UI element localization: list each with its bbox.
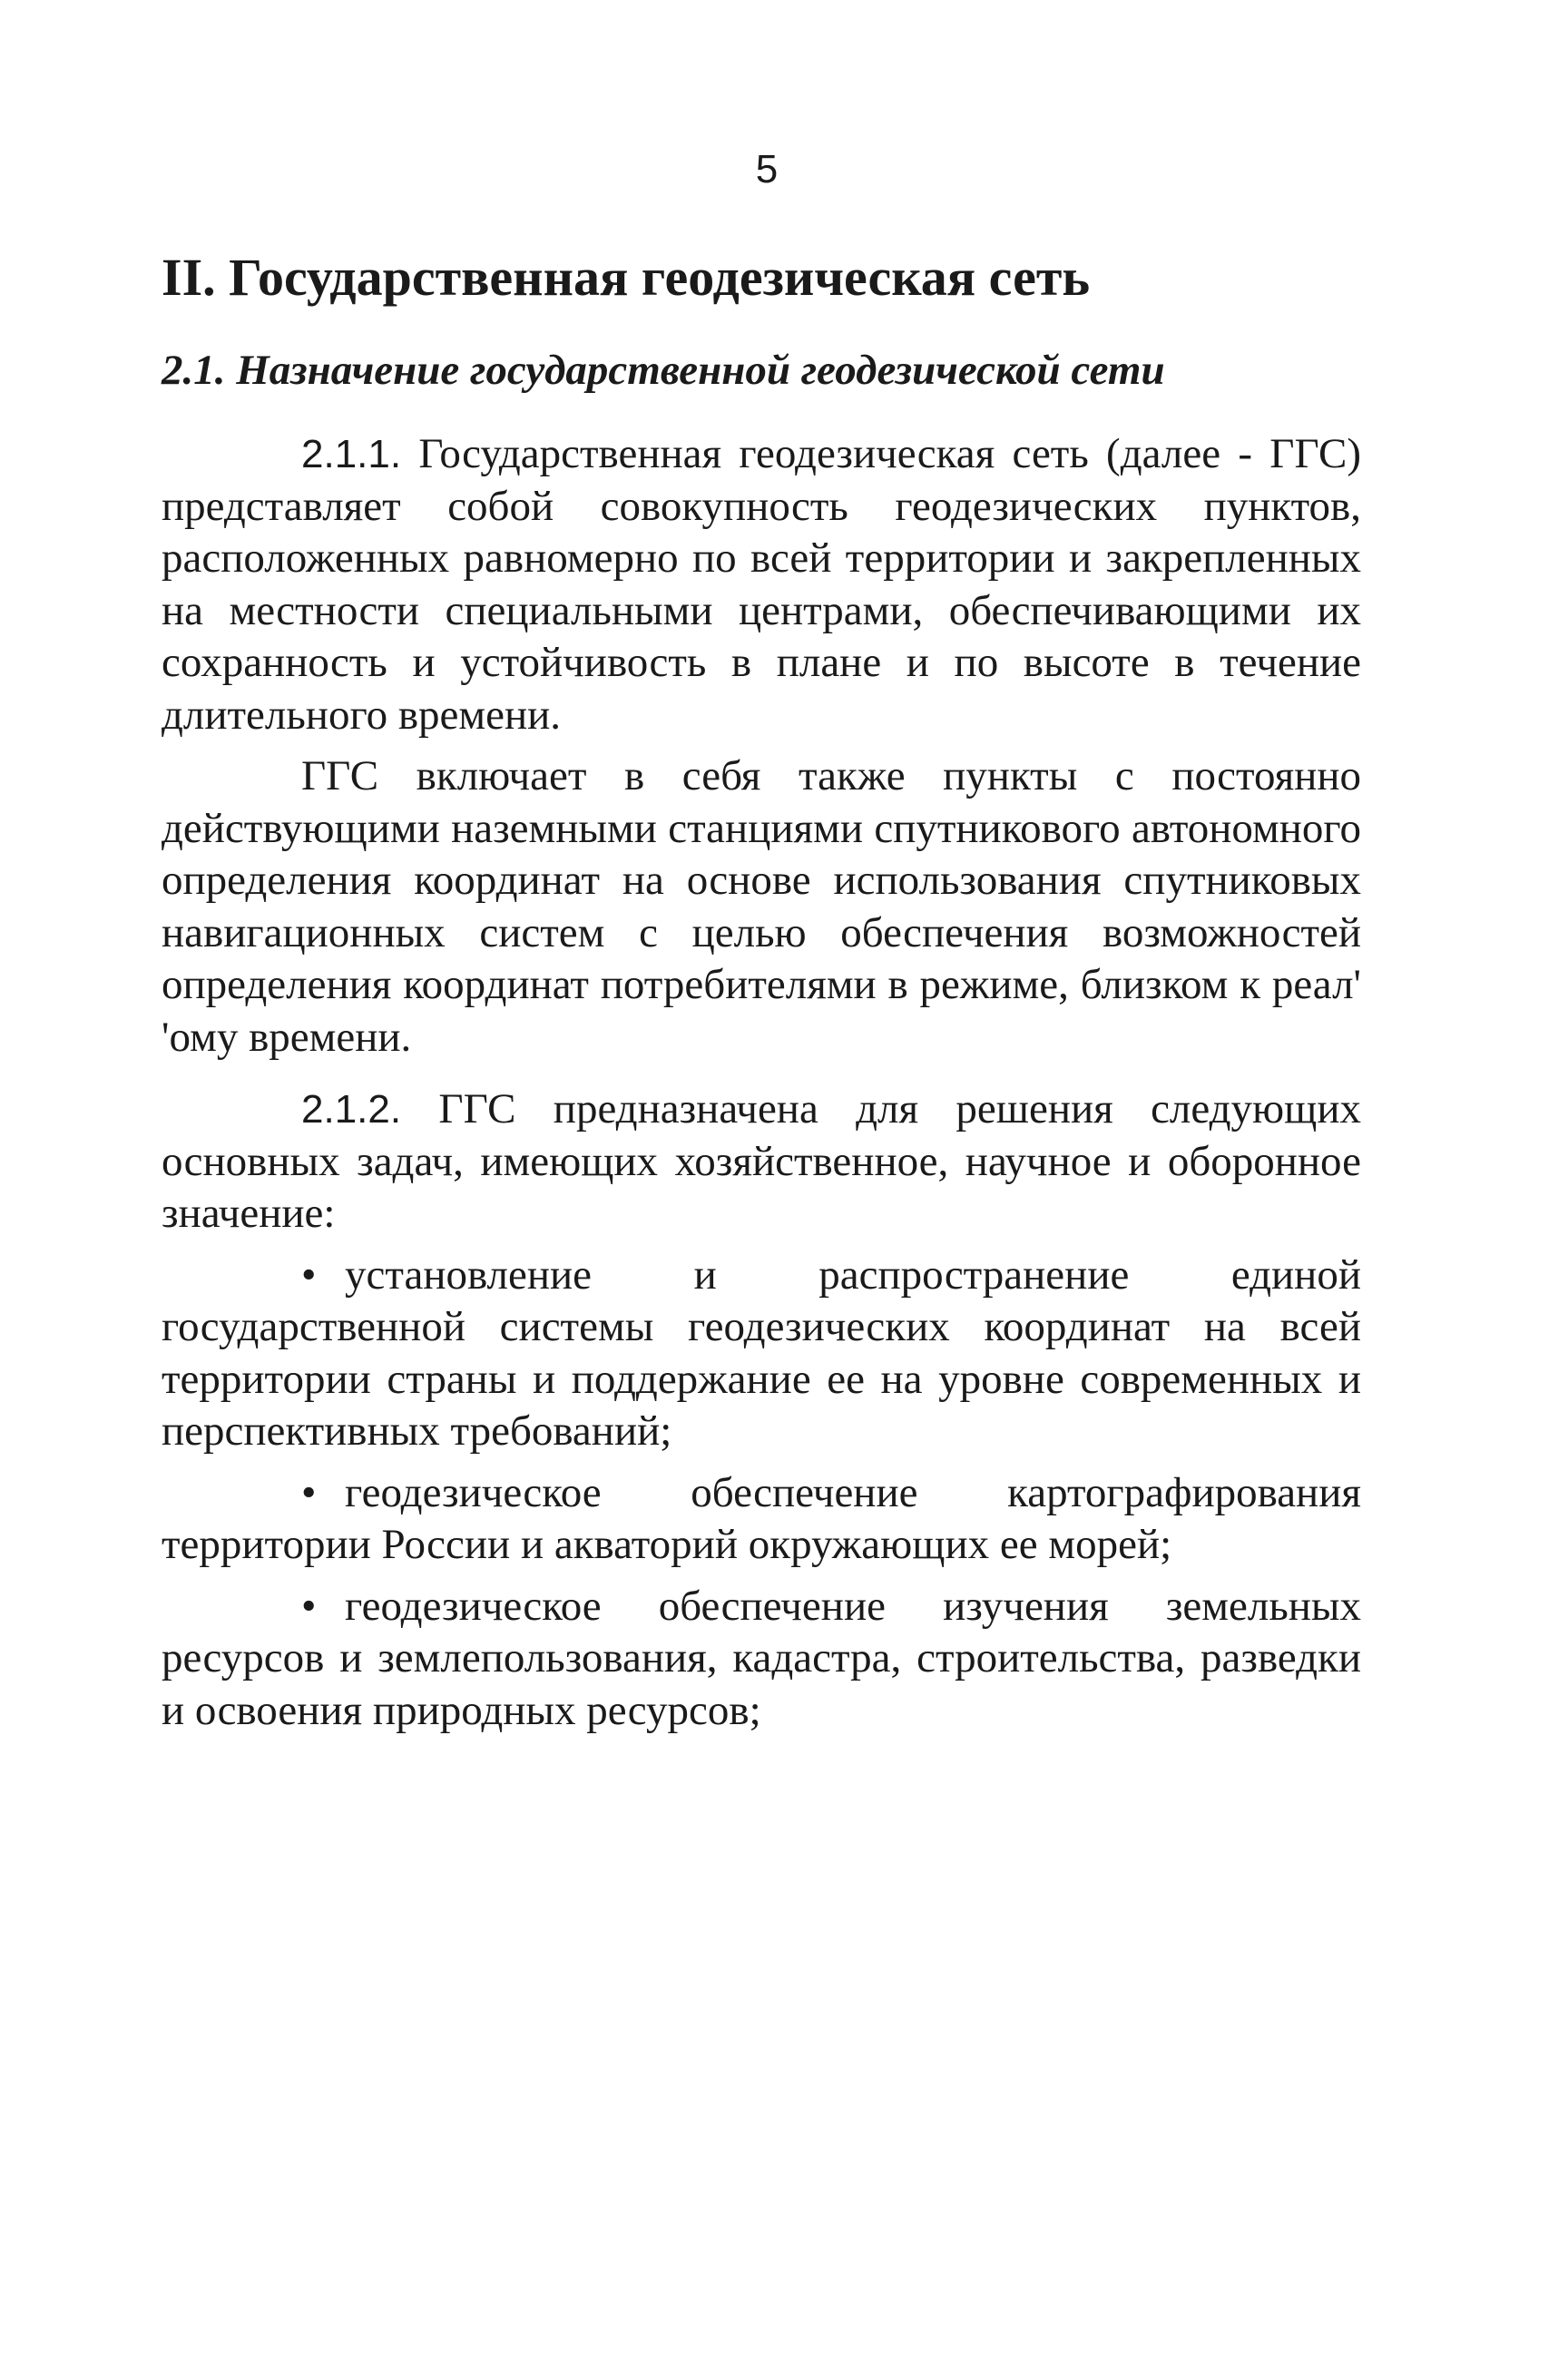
paragraph-number: 2.1.2.	[301, 1087, 402, 1132]
paragraph-2-1-2	[162, 1083, 1361, 1240]
bullet-item	[162, 1250, 1361, 1458]
bullet-text: геодезическое обеспечение изучения земельных ресурсов и землепользования, кадастра, строительства, разведки и освоения природных ресурсов;	[162, 1582, 1361, 1734]
chapter-title: II. Государственная геодезическая сеть	[162, 248, 1091, 307]
paragraph-ggs-includes	[162, 750, 1361, 1064]
bullet-marker: •	[301, 1582, 317, 1630]
page-content	[162, 245, 1361, 1737]
bullet-item	[162, 1581, 1361, 1738]
paragraph-number: 2.1.1.	[301, 432, 402, 476]
paragraph-text: ГГС включает в себя также пункты с постоянно действующими наземными станциями спутникового автономного определения координат на основе использования спутниковых навигационных систем с целью обеспечения возможностей определения координат потребителями в режиме, близком к реал' 'ому времени.	[162, 752, 1361, 1061]
paragraph-text: ГГС предназначена для решения следующих основных задач, имеющих хозяйственное, научное и оборонное значение:	[162, 1085, 1361, 1237]
section-title: 2.1. Назначение государственной геодезической сети	[162, 347, 1165, 394]
page-number: 5	[755, 147, 779, 191]
bullet-marker: •	[301, 1250, 317, 1299]
bullet-marker: •	[301, 1468, 317, 1516]
bullet-text: установление и распространение единой государственной системы геодезических координат на всей территории страны и поддержание ее на уровне современных и перспективных требований;	[162, 1250, 1361, 1455]
paragraph-text: Государственная геодезическая сеть (далее - ГГС) представляет собой совокупность геодезических пунктов, расположенных равномерно по всей территории и закрепленных на местности специальными центрами, обеспечивающими их сохранность и устойчивость в плане и по высоте в течение длительного времени.	[162, 430, 1361, 739]
paragraph-2-1-1	[162, 428, 1361, 741]
bullet-text: геодезическое обеспечение картографирования территории России и акваторий окружающих ее морей;	[162, 1468, 1361, 1568]
bullet-item	[162, 1467, 1361, 1572]
